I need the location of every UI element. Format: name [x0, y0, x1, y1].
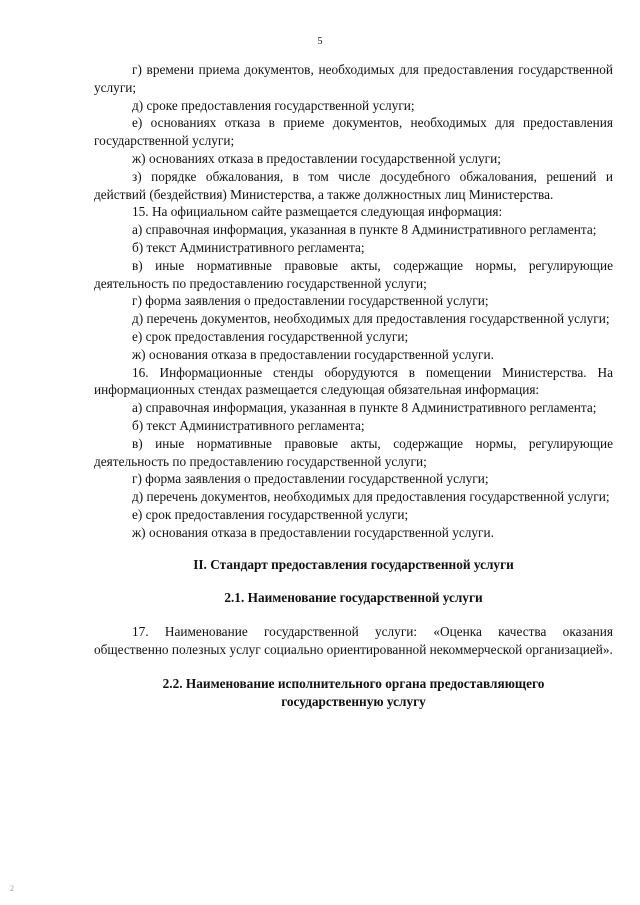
paragraph-15-e: е) срок предоставления государственной услуги;	[132, 328, 409, 344]
paragraph-z-appeal: з) порядке обжалования, в том числе досудебного обжалования, решений и действий (бездействия) Министерства, а также должностных лиц Министерства.	[94, 168, 613, 202]
section-heading: II. Стандарт предоставления государственной услуги	[193, 556, 514, 572]
document-body	[94, 61, 613, 711]
paragraph-16-a: а) справочная информация, указанная в пункте 8 Административного регламента;	[132, 400, 597, 416]
subsection-heading-2-2	[94, 675, 613, 711]
paragraph-15-b: б) текст Административного регламента;	[132, 239, 365, 255]
paragraph-15-v: в) иные нормативные правовые акты, содержащие нормы, регулирующие деятельность по предоставлению государственной услуги;	[94, 257, 613, 291]
paragraph-16-e: е) срок предоставления государственной услуги;	[132, 506, 409, 522]
subsection-heading-2-2-line1: 2.2. Наименование исполнительного органа предоставляющего	[162, 675, 545, 691]
paragraph-zh-refusal-provision: ж) основаниях отказа в предоставлении государственной услуги;	[132, 150, 501, 166]
page-number: 5	[317, 36, 323, 47]
paragraph-15-d: д) перечень документов, необходимых для предоставления государственной услуги;	[132, 311, 610, 327]
paragraph-15-a: а) справочная информация, указанная в пункте 8 Административного регламента;	[132, 222, 597, 238]
margin-mark: 2	[10, 884, 14, 893]
paragraph-15-g: г) форма заявления о предоставлении государственной услуги;	[132, 293, 489, 309]
subsection-heading-2-2-line2: государственную услугу	[281, 693, 426, 709]
paragraph-16: 16. Информационные стенды оборудуются в помещении Министерства. На информационных стендах размещается следующая обязательная информация:	[94, 364, 613, 398]
paragraph-16-v: в) иные нормативные правовые акты, содержащие нормы, регулирующие деятельность по предоставлению государственной услуги;	[94, 435, 613, 469]
subsection-heading-2-1: 2.1. Наименование государственной услуги	[224, 590, 483, 606]
paragraph-g-time: г) времени приема документов, необходимых для предоставления государственной услуги;	[94, 62, 613, 95]
paragraph-e-refusal-reception: е) основаниях отказа в приеме документов, необходимых для предоставления государственной услуги;	[94, 115, 613, 149]
paragraph-16-g: г) форма заявления о предоставлении государственной услуги;	[132, 471, 489, 487]
paragraph-16-b: б) текст Административного регламента;	[132, 417, 365, 433]
paragraph-17: 17. Наименование государственной услуги: «Оценка качества оказания общественно полезных услуг социально ориентированной некоммерческой организацией».	[94, 624, 613, 657]
paragraph-16-d: д) перечень документов, необходимых для предоставления государственной услуги;	[132, 489, 610, 505]
paragraph-16-zh: ж) основания отказа в предоставлении государственной услуги.	[132, 524, 494, 540]
paragraph-d-term: д) сроке предоставления государственной услуги;	[132, 97, 415, 113]
paragraph-15: 15. На официальном сайте размещается следующая информация:	[132, 204, 503, 220]
paragraph-15-zh: ж) основания отказа в предоставлении государственной услуги.	[132, 346, 494, 362]
